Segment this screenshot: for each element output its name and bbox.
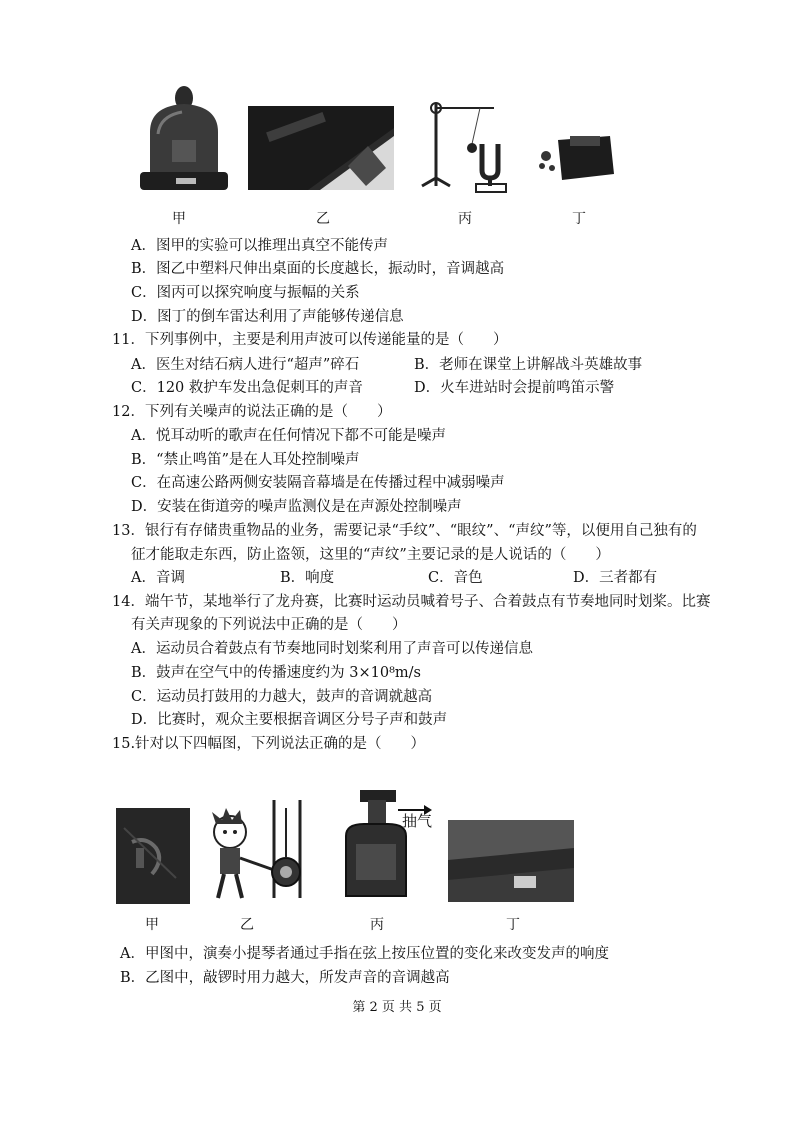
q13-option-b: B．响度 [280, 570, 335, 586]
reversing-radar-figure [536, 130, 616, 186]
q14-option-a: A．运动员合着鼓点有节奏地同时划桨利用了声音可以传递信息 [131, 641, 533, 657]
figure2-label-ding: 丁 [506, 917, 520, 933]
bell-jar-figure [136, 74, 232, 194]
q11-option-c: C．120 救护车发出急促刺耳的声音 [131, 380, 363, 396]
q10-option-c: C．图丙可以探究响度与振幅的关系 [131, 285, 360, 301]
q12-option-d: D．安装在街道旁的噪声监测仪是在声源处控制噪声 [131, 499, 462, 515]
q14-option-b: B．鼓声在空气中的传播速度约为 3×10⁸m/s [131, 665, 421, 681]
figure1-label-jia: 甲 [172, 211, 186, 227]
q10-option-d: D．图丁的倒车雷达利用了声能够传递信息 [131, 309, 404, 325]
q14-stem-line2: 有关声现象的下列说法中正确的是（ ） [131, 617, 407, 633]
q13-option-c: C．音色 [428, 570, 483, 586]
q12-option-c: C．在高速公路两侧安装隔音幕墙是在传播过程中减弱噪声 [131, 475, 505, 491]
figure1-label-ding: 丁 [572, 211, 586, 227]
q14-option-c: C．运动员打鼓用的力越大，鼓声的音调就越高 [131, 689, 433, 705]
tuning-fork-pendulum-figure [416, 94, 522, 194]
figure2-label-bing: 丙 [370, 917, 384, 933]
ruler-on-desk-figure [248, 106, 394, 190]
figure2-label-yi: 乙 [240, 917, 254, 933]
q15-stem: 15.针对以下四幅图，下列说法正确的是（ ） [112, 736, 426, 752]
q11-option-a: A．医生对结石病人进行“超声”碎石 [131, 357, 360, 373]
figure1-label-yi: 乙 [316, 211, 330, 227]
q11-option-d: D．火车进站时会提前鸣笛示警 [414, 380, 615, 396]
violin-player-figure [116, 808, 190, 904]
pump-arrow [398, 800, 432, 810]
q13-option-a: A．音调 [131, 570, 185, 586]
q12-stem: 12．下列有关噪声的说法正确的是（ ） [112, 404, 392, 420]
q10-option-a: A．图甲的实验可以推理出真空不能传声 [131, 238, 388, 254]
q13-stem-line1: 13．银行有存储贵重物品的业务，需要记录“手纹”、“眼纹”、“声纹”等，以便用自己独有的 [112, 523, 697, 539]
q11-option-b: B．老师在课堂上讲解战斗英雄故事 [414, 357, 643, 373]
q15-option-a: A．甲图中，演奏小提琴者通过手指在弦上按压位置的变化来改变发声的响度 [120, 946, 609, 962]
page-footer: 第 2 页 共 5 页 [352, 1000, 442, 1015]
q13-stem-line2: 征才能取走东西，防止盗领，这里的“声纹”主要记录的是人说话的（ ） [131, 547, 610, 563]
figure1-label-bing: 丙 [458, 211, 472, 227]
q14-stem-line1: 14．端午节，某地举行了龙舟赛，比赛时运动员喊着号子、合着鼓点有节奏地同时划桨。比赛 [112, 594, 711, 610]
q14-option-d: D．比赛时，观众主要根据音调区分号子声和鼓声 [131, 712, 448, 728]
q12-option-a: A．悦耳动听的歌声在任何情况下都不可能是噪声 [131, 428, 446, 444]
figure2-label-jia: 甲 [145, 917, 159, 933]
gong-striking-figure [200, 798, 312, 902]
q12-option-b: B．“禁止鸣笛”是在人耳处控制噪声 [131, 452, 360, 468]
pump-label: 抽气 [402, 812, 433, 830]
q13-option-d: D．三者都有 [573, 570, 658, 586]
q15-option-b: B．乙图中，敲锣时用力越大，所发声音的音调越高 [120, 970, 450, 986]
road-sound-barrier-figure [448, 820, 574, 902]
q10-option-b: B．图乙中塑料尺伸出桌面的长度越长，振动时，音调越高 [131, 261, 505, 277]
q11-stem: 11．下列事例中，主要是利用声波可以传递能量的是（ ） [112, 332, 508, 348]
